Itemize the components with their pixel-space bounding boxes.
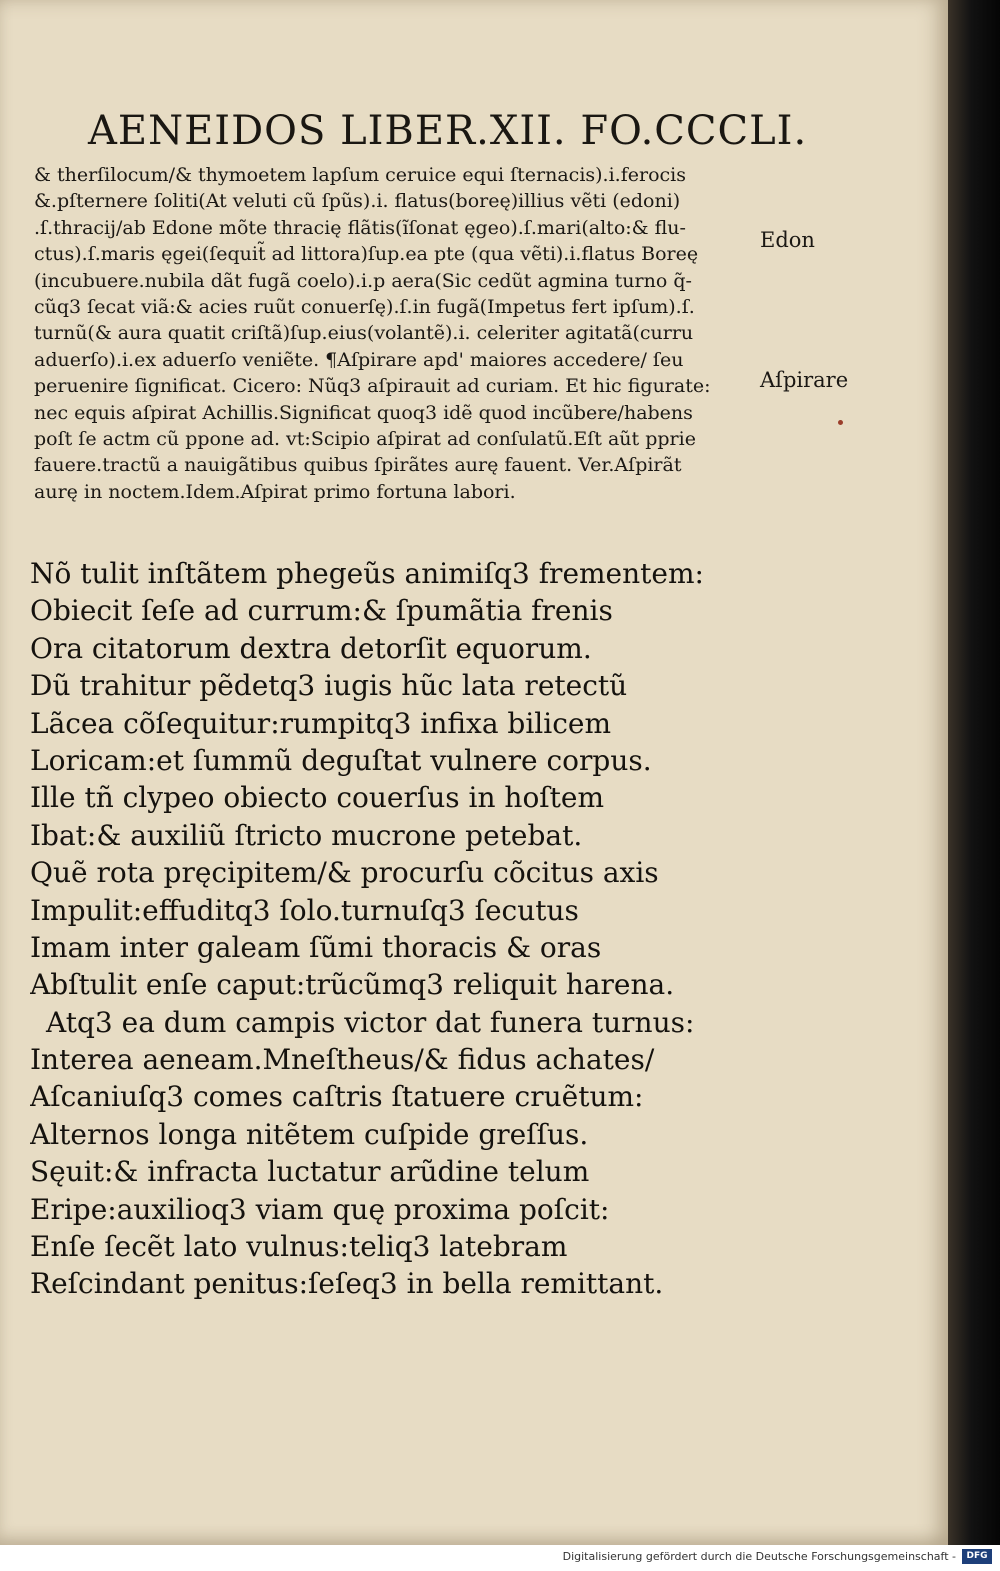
commentary-line: ctus).ſ.maris ęgei(ſequit̃ ad littora)ſup.ea pte (qua vẽti).i.flatus Boreę [34, 243, 699, 266]
commentary-line: aurę in noctem.Idem.Aſpirat primo fortuna labori. [34, 480, 516, 503]
commentary-line: turnũ(& aura quatit criſtã)ſup.eius(volantẽ).i. celeriter agitatã(curru [34, 322, 694, 345]
verse-block [30, 555, 730, 1303]
commentary-line: nec equis aſpirat Achillis.Significat quoq3 idẽ quod incũbere/habens [34, 401, 693, 424]
verse-line: Interea aeneam.Mneſtheus/& fidus achates/ [30, 1043, 655, 1077]
ink-spot [838, 420, 843, 425]
verse-line: Eripe:auxilioq3 viam quę proxima poſcit: [30, 1192, 610, 1226]
verse-line: Reſcindant penitus:ſeſeq3 in bella remittant. [30, 1267, 664, 1301]
running-header: AENEIDOS LIBER.XII. FO.CCCLI. [88, 108, 808, 154]
verse-line: Nõ tulit inſtãtem phegeũs animiſq3 frementem: [30, 557, 704, 590]
commentary-block [34, 162, 764, 505]
verse-line: Ora citatorum dextra detorſit equorum. [30, 631, 592, 665]
verse-line: Atq3 ea dum campis victor dat funera turnus: [46, 1005, 695, 1039]
commentary-line: aduerſo).i.ex aduerſo veniẽte. ¶Aſpirare apd' maiores accedere/ ſeu [34, 348, 684, 371]
verse-line: Impulit:effuditq3 ſolo.turnuſq3 ſecutus [30, 893, 579, 927]
verse-line: Quẽ rota pręcipitem/& procurſu cõcitus axis [30, 856, 659, 890]
dfg-logo: DFG [962, 1549, 992, 1564]
book-spine [948, 0, 1000, 1545]
commentary-line: .ſ.thracij/ab Edone mõte thracię flãtis(ĩſonat ęgeo).ſ.mari(alto:& flu‑ [34, 216, 686, 239]
verse-line: Abſtulit enſe caput:trũcũmq3 reliquit harena. [30, 968, 675, 1002]
commentary-line: cũq3 ſecat viã:& acies ruũt conuerſę).ſ.in fugã(Impetus fert ipſum).ſ. [34, 295, 695, 318]
commentary-line: poſt ſe actm cũ ppone ad. vt:Scipio aſpirat ad conſulatũ.Eſt aũt pprie [34, 427, 696, 450]
funding-notice: Digitalisierung gefördert durch die Deutsche Forschungsgemeinschaft - [562, 1550, 956, 1563]
verse-line: Alternos longa nitẽtem cuſpide greſſus. [30, 1117, 589, 1151]
verse-line: Aſcaniuſq3 comes caſtris ſtatuere cruẽtum: [30, 1080, 644, 1114]
commentary-line: & therſilocum/& thymoetem lapſum ceruice equi ſternacis).i.ferocis [34, 164, 686, 186]
margin-note-aspirare: Aſpirare [760, 368, 849, 392]
verse-line: Sęuit:& infracta luctatur arũdine telum [30, 1155, 590, 1189]
footer-bar [0, 1545, 1000, 1571]
commentary-line: &.pſternere ſoliti(At veluti cũ ſpũs).i. flatus(boreę)illius vẽti (edoni) [34, 190, 681, 213]
verse-line: Imam inter galeam ſũmi thoracis & oras [30, 930, 602, 964]
commentary-line: peruenire ſignificat. Cicero: Nũq3 aſpirauit ad curiam. Et hic figurate: [34, 375, 711, 398]
margin-note-edon: Edon [760, 228, 815, 252]
verse-line: Loricam:et ſummũ deguſtat vulnere corpus. [30, 743, 652, 777]
verse-line: Obiecit ſeſe ad currum:& ſpumãtia frenis [30, 594, 613, 628]
verse-line: Dũ trahitur pẽdetq3 iugis hũc lata retectũ [30, 669, 628, 703]
commentary-line: fauere.tractũ a nauigãtibus quibus ſpirãtes aurę fauent. Ver.Aſpirãt [34, 454, 682, 477]
verse-line: Enſe ſecẽt lato vulnus:teliq3 latebram [30, 1230, 568, 1264]
verse-line: Ibat:& auxiliũ ſtricto mucrone petebat. [30, 818, 583, 852]
verse-line: Lãcea cõſequitur:rumpitq3 infixa bilicem [30, 706, 611, 740]
verse-line: Ille tñ clypeo obiecto couerſus in hoſtem [30, 781, 605, 815]
commentary-line: (incubuere.nubila dãt fugã coelo).i.p aera(Sic cedũt agmina turno q̃‑ [34, 269, 692, 292]
